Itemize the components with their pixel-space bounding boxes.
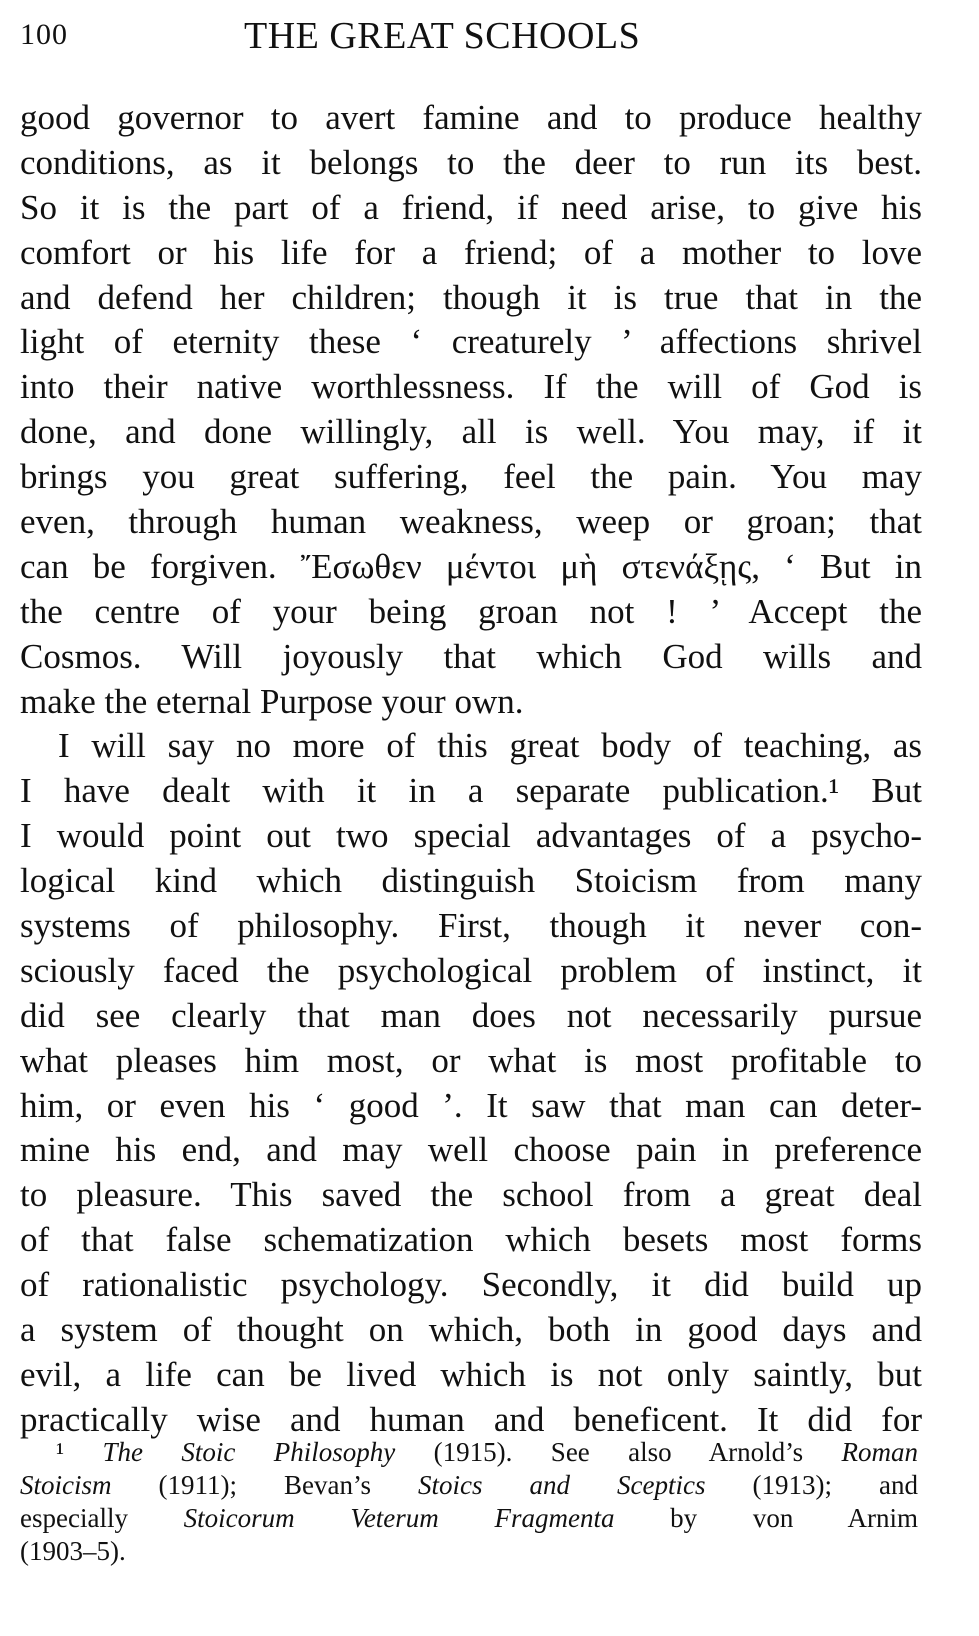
text-line: So it is the part of a friend, if need arise, to give his [20,187,922,227]
text-line: what pleases him most, or what is most profitable to [20,1040,922,1080]
text-line: and defend her children; though it is true that in the [20,277,922,317]
footnote-line [20,1502,918,1535]
footnote-text: (1903–5). [20,1536,126,1566]
footnote [20,1436,918,1568]
text-line: a system of thought on which, both in good days and [20,1310,922,1350]
text-line: of that false schematization which besets most forms [20,1220,922,1260]
text-line: brings you great suffering, feel the pain. You may [20,457,922,497]
footnote-text: (1913); and [705,1470,918,1500]
text-line: practically wise and human and beneficent. It did for [20,1399,922,1439]
text-line: logical kind which distinguish Stoicism from many [20,861,922,901]
text-line: systems of philosophy. First, though it never con- [20,906,922,946]
footnote-line [20,1469,918,1502]
text-line: conditions, as it belongs to the deer to run its best. [20,142,922,182]
footnote-line [20,1436,918,1469]
footnote-text: (1911); Bevan’s [111,1470,419,1500]
footnote-text: (1915). See also Arnold’s [395,1437,842,1467]
running-title: THE GREAT SCHOOLS [244,15,641,57]
text-line: I would point out two special advantages of a psycho- [20,816,922,856]
body-text [20,96,922,1443]
text-line: mine his end, and may well choose pain in preference [20,1130,922,1170]
footnote-text: by von Arnim [614,1503,918,1533]
footnote-title: Stoics and Sceptics [418,1470,706,1500]
text-line: evil, a life can be lived which is not only saintly, but [20,1354,922,1394]
text-line: Cosmos. Will joyously that which God wills and [20,636,922,676]
footnote-text: especially [20,1503,184,1533]
text-line: make the eternal Purpose your own. [20,681,524,721]
text-line: I will say no more of this great body of teaching, as [58,726,922,766]
text-line: of rationalistic psychology. Secondly, it did build up [20,1265,922,1305]
text-line: him, or even his ‘ good ’. It saw that man can deter- [20,1085,922,1125]
text-line: the centre of your being groan not ! ’ Accept the [20,591,922,631]
footnote-title: Stoicism [20,1470,112,1500]
text-line: good governor to avert famine and to produce healthy [20,98,922,137]
footnote-marker: ¹ [56,1437,103,1467]
text-line: did see clearly that man does not necessarily pursue [20,995,922,1035]
text-line: light of eternity these ‘ creaturely ’ affections shrivel [20,322,922,362]
page-number: 100 [20,18,68,51]
running-head [20,14,920,58]
footnote-title: The Stoic Philosophy [102,1437,396,1467]
footnote-line [20,1535,918,1568]
text-line: to pleasure. This saved the school from a great deal [20,1175,922,1215]
footnote-title: Roman [841,1437,918,1467]
footnote-title: Stoicorum Veterum Fragmenta [183,1503,615,1533]
text-line: into their native worthlessness. If the will of God is [20,367,922,407]
text-line: can be forgiven. Ἔσωθεν μέντοι μὴ στενάξῃς, ‘ But in [20,546,922,586]
text-line: sciously faced the psychological problem of instinct, it [20,950,922,990]
text-line: I have dealt with it in a separate publication.¹ But [20,771,922,811]
text-line: even, through human weakness, weep or groan; that [20,502,922,542]
text-line: comfort or his life for a friend; of a mother to love [20,232,922,272]
text-line: done, and done willingly, all is well. You may, if it [20,412,922,452]
